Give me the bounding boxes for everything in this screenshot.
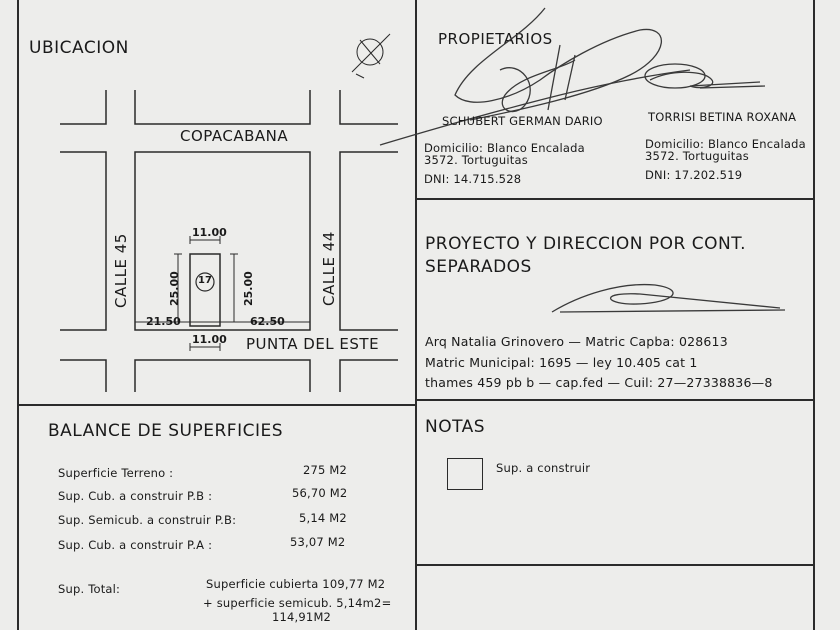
street-bottom-label: PUNTA DEL ESTE xyxy=(246,335,380,353)
dim-left-depth: 25.00 xyxy=(168,271,181,306)
owner2-city: 3572. Tortuguitas xyxy=(645,149,749,163)
ubicacion-title: UBICACION xyxy=(29,38,129,58)
dim-right-depth: 25.00 xyxy=(242,271,255,306)
balance-row-label: Superficie Terreno : xyxy=(58,466,174,480)
dim-right-offset: 62.50 xyxy=(250,315,285,328)
balance-total-line2: + superficie semicub. 5,14m2= xyxy=(203,596,392,610)
owner2-dni: DNI: 17.202.519 xyxy=(645,168,743,182)
notas-title: NOTAS xyxy=(425,417,486,437)
balance-row-value: 5,14 M2 xyxy=(299,511,347,525)
owner1-name: SCHUBERT GERMAN DARIO xyxy=(442,114,603,128)
proyecto-line3: thames 459 pb b — cap.fed — Cuil: 27—27338836—8 xyxy=(425,375,773,390)
balance-row-label: Sup. Semicub. a construir P.B: xyxy=(58,513,237,527)
owner1-dni: DNI: 14.715.528 xyxy=(424,172,522,186)
legend-label: Sup. a construir xyxy=(496,461,591,475)
propietarios-title: PROPIETARIOS xyxy=(438,30,553,48)
balance-row-value: 275 M2 xyxy=(303,463,348,477)
balance-row-value: 53,07 M2 xyxy=(290,535,346,549)
proyecto-title-line2: SEPARADOS xyxy=(425,257,532,277)
balance-total-line3: 114,91M2 xyxy=(272,610,332,624)
balance-title: BALANCE DE SUPERFICIES xyxy=(48,421,283,441)
balance-total-line1: Superficie cubierta 109,77 M2 xyxy=(206,577,386,591)
proyecto-line1: Arq Natalia Grinovero — Matric Capba: 028613 xyxy=(425,334,728,349)
owner1-city: 3572. Tortuguitas xyxy=(424,153,528,167)
street-right-label: CALLE 44 xyxy=(320,231,338,306)
owner2-domicilio: Domicilio: Blanco Encalada xyxy=(645,137,806,151)
lot-number: 17 xyxy=(198,275,212,286)
proyecto-line2: Matric Municipal: 1695 — ley 10.405 cat 1 xyxy=(425,355,698,370)
dim-top-width: 11.00 xyxy=(192,226,227,239)
street-top-label: COPACABANA xyxy=(180,127,289,145)
dim-left-offset: 21.50 xyxy=(146,315,181,328)
balance-row-label: Sup. Cub. a construir P.B : xyxy=(58,489,213,503)
street-left-label: CALLE 45 xyxy=(112,233,130,308)
owner1-domicilio: Domicilio: Blanco Encalada xyxy=(424,141,585,155)
balance-row-value: 56,70 M2 xyxy=(292,486,348,500)
proyecto-title-line1: PROYECTO Y DIRECCION POR CONT. xyxy=(425,234,746,254)
owner2-name: TORRISI BETINA ROXANA xyxy=(648,110,797,124)
balance-total-label: Sup. Total: xyxy=(58,582,121,596)
balance-row-label: Sup. Cub. a construir P.A : xyxy=(58,538,213,552)
legend-swatch xyxy=(447,458,483,490)
dim-bottom-width: 11.00 xyxy=(192,333,227,346)
